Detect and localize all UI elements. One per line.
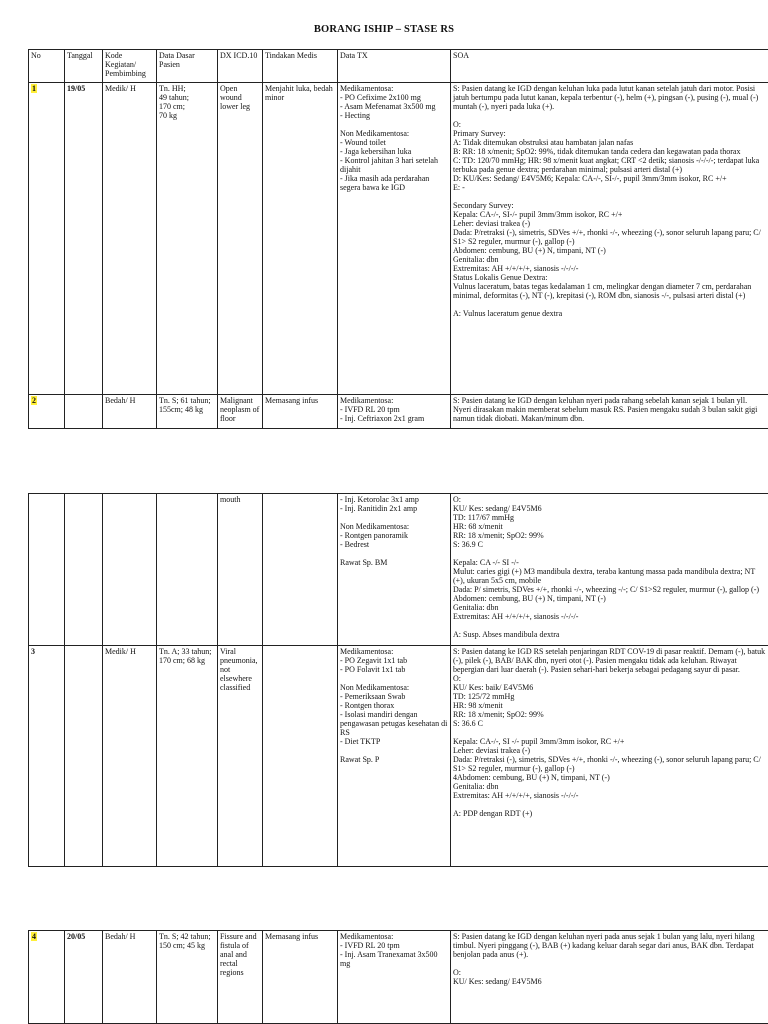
cell-no: 3 <box>29 646 65 867</box>
row-number-highlight: 4 <box>32 932 36 941</box>
cell-kode: Medik/ H <box>103 646 157 867</box>
cell-tanggal <box>65 395 103 429</box>
cell-tanggal: 19/05 <box>65 83 103 395</box>
document-title: BORANG ISHIP – STASE RS <box>313 24 455 35</box>
cell-dx: Open wound lower leg <box>218 83 263 395</box>
header-no: No <box>29 50 65 83</box>
header-tx: Data TX <box>338 50 451 83</box>
cell-soa: O: KU/ Kes: sedang/ E4V5M6 TD: 117/67 mmHg HR: 68 x/menit RR: 18 x/menit; SpO2: 99% S: 36.9 C Kepala: CA -/- SI -/- Mulut: caries gigi (+) M3 mandibula dextra, teraba kantung massa pada mandibula dextra; NT (+), ukuran 5x5 cm, mobile Dada: P/ simetris, SDVes +/+, rhonki -/-, wheezing -/-; C/ S1>S2 reguler, murmur (-), gallop (-) Abdomen: cembung, BU (+) N, timpani, NT (-) Genitalia: dbn Extremitas: AH +/+/+/+, sianosis -/-/-/- A: Susp. Abses mandibula dextra <box>451 494 768 646</box>
page-1 <box>28 49 768 429</box>
cell-soa: S: Pasien datang ke IGD RS setelah penjaringan RDT COV-19 di pasar reaktif. Demam (-), batuk (-), pilek (-), BAB/ BAK dbn, nyeri otot (-). Pasien mengaku tidak ada keluhan. Riwayat bepergian dari luar daerah (-). Pasien sehari-hari bekerja sebagai pedagang sayur di pasar. O: KU/ Kes: baik/ E4V5M6 TD: 125/72 mmHg HR: 98 x/menit RR: 18 x/menit; SpO2: 99% S: 36.6 C Kepala: CA-/-, SI -/- pupil 3mm/3mm isokor, RC +/+ Leher: deviasi trakea (-) Dada: P/retraksi (-), simetris, SDVes +/+, rhonki -/-, wheezing (-), sonor seluruh lapang paru; C/ S1> S2 reguler, murmur (-), gallop (-) 4Abdomen: cembung, BU (+) N, timpani, NT (-) Genitalia: dbn Extremitas: AH +/+/+/+, sianosis -/-/-/- A: PDP dengan RDT (+) <box>451 646 768 867</box>
cell-pasien: Tn. S; 61 tahun; 155cm; 48 kg <box>157 395 218 429</box>
table-row <box>29 646 768 867</box>
table-row <box>29 83 768 395</box>
cell-dx: Malignant neoplasm of floor <box>218 395 263 429</box>
cell-tx: Medikamentosa: - PO Zegavit 1x1 tab - PO Folavit 1x1 tab Non Medikamentosa: - Pemeriksaan Swab - Rontgen thorax - Isolasi mandiri dengan pengawasan petugas kesehatan di RS - Diet TKTP Rawat Sp. P <box>338 646 451 867</box>
header-soa: SOA <box>451 50 768 83</box>
cell-kode <box>103 494 157 646</box>
cell-tindakan <box>263 646 338 867</box>
header-dx: DX ICD.10 <box>218 50 263 83</box>
header-pasien: Data Dasar Pasien <box>157 50 218 83</box>
cell-dx: Viral pneumonia, not elsewhere classified <box>218 646 263 867</box>
cell-soa: S: Pasien datang ke IGD dengan keluhan nyeri pada rahang sebelah kanan sejak 1 bulan yll. Nyeri dirasakan makin memberat sebelum masuk RS. Pasien mengaku sudah 3 bulan sakit gigi namun tidak diobati. Makan/minum dbn. <box>451 395 768 429</box>
cell-soa: S: Pasien datang ke IGD dengan keluhan nyeri pada anus sejak 1 bulan yang lalu, nyeri hilang timbul. Nyeri pinggang (-), BAB (+) kadang keluar darah segar dari anus, BAK dbn. Terdapat benjolan pada anus (+). O: KU/ Kes: sedang/ E4V5M6 <box>451 931 768 1024</box>
cell-no <box>29 931 65 1024</box>
cell-tanggal <box>65 494 103 646</box>
cell-tanggal <box>65 646 103 867</box>
page-3 <box>28 930 768 1024</box>
table-row <box>29 395 768 429</box>
header-tanggal: Tanggal <box>65 50 103 83</box>
cell-dx: mouth <box>218 494 263 646</box>
cell-kode: Medik/ H <box>103 83 157 395</box>
cell-tanggal: 20/05 <box>65 931 103 1024</box>
cell-tindakan: Memasang infus <box>263 395 338 429</box>
cell-tx: Medikamentosa: - PO Cefixime 2x100 mg - Asam Mefenamat 3x500 mg - Hecting Non Medikamentosa: - Wound toilet - Jaga kebersihan luka - Kontrol jahitan 3 hari setelah dijahit - Jika masih ada perdarahan segera bawa ke IGD <box>338 83 451 395</box>
cell-tindakan: Menjahit luka, bedah minor <box>263 83 338 395</box>
row-number-highlight: 2 <box>32 396 36 405</box>
cell-pasien <box>157 494 218 646</box>
header-tindakan: Tindakan Medis <box>263 50 338 83</box>
cell-soa: S: Pasien datang ke IGD dengan keluhan luka pada lutut kanan setelah jatuh dari motor. Posisi jatuh bertumpu pada lutut kanan, kepala terbentur (-), helm (+), pingsan (-), pusing (-), mual (-) muntah (-), nyeri pada luka (+). O: Primary Survey: A: Tidak ditemukan obstruksi atau hambatan jalan nafas B: RR: 18 x/menit; SpO2: 99%, tidak ditemukan tanda cedera dan kegawatan pada thorax C: TD: 120/70 mmHg; HR: 98 x/menit kuat angkat; CRT <2 detik; sianosis -/-/-/-; terdapat luka terbuka pada genue dextra; perdarahan minimal; pulsasi arteri distal (+) D: KU/Kes: Sedang/ E4V5M6; Kepala: CA-/-, SI-/-, pupil 3mm/3mm isokor, RC +/+ E: - Secondary Survey: Kepala: CA-/-, SI-/- pupil 3mm/3mm isokor, RC +/+ Leher: deviasi trakea (-) Dada: P/retraksi (-), simetris, SDVes +/+, rhonki -/-, wheezing (-), sonor seluruh lapang paru; C/ S1> S2 reguler, murmur (-), gallop (-) Abdomen: cembung, BU (+) N, timpani, NT (-) Genitalia: dbn Extremitas: AH +/+/+/+, sianosis -/-/-/- Status Lokalis Genue Dextra: Vulnus laceratum, batas tegas kedalaman 1 cm, melingkar dengan diameter 7 cm, perdarahan minimal, deformitas (-), NT (-), krepitasi (-), ROM dbn, sianosis -/-, pulsasi arteri distal (+) A: Vulnus laceratum genue dextra <box>451 83 768 395</box>
cell-dx: Fissure and fistula of anal and rectal regions <box>218 931 263 1024</box>
table-row <box>29 494 768 646</box>
record-table-page-3 <box>28 930 768 1024</box>
page-2 <box>28 493 768 867</box>
cell-tx: - Inj. Ketorolac 3x1 amp - Inj. Ranitidin 2x1 amp Non Medikamentosa: - Rontgen panoramik - Bedrest Rawat Sp. BM <box>338 494 451 646</box>
header-kode: Kode Kegiatan/ Pembimbing <box>103 50 157 83</box>
table-row <box>29 931 768 1024</box>
cell-pasien: Tn. HH; 49 tahun; 170 cm; 70 kg <box>157 83 218 395</box>
cell-no <box>29 83 65 395</box>
header-row <box>29 50 768 83</box>
record-table-page-2 <box>28 493 768 867</box>
cell-tx: Medikamentosa: - IVFD RL 20 tpm - Inj. Asam Tranexamat 3x500 mg <box>338 931 451 1024</box>
cell-tindakan <box>263 494 338 646</box>
cell-kode: Bedah/ H <box>103 931 157 1024</box>
row-number-highlight: 1 <box>32 84 36 93</box>
cell-tx: Medikamentosa: - IVFD RL 20 tpm - Inj. Ceftriaxon 2x1 gram <box>338 395 451 429</box>
cell-kode: Bedah/ H <box>103 395 157 429</box>
cell-tindakan: Memasang infus <box>263 931 338 1024</box>
cell-no <box>29 395 65 429</box>
cell-pasien: Tn. A; 33 tahun; 170 cm; 68 kg <box>157 646 218 867</box>
cell-pasien: Tn. S; 42 tahun; 150 cm; 45 kg <box>157 931 218 1024</box>
record-table-page-1 <box>28 49 768 429</box>
cell-no <box>29 494 65 646</box>
